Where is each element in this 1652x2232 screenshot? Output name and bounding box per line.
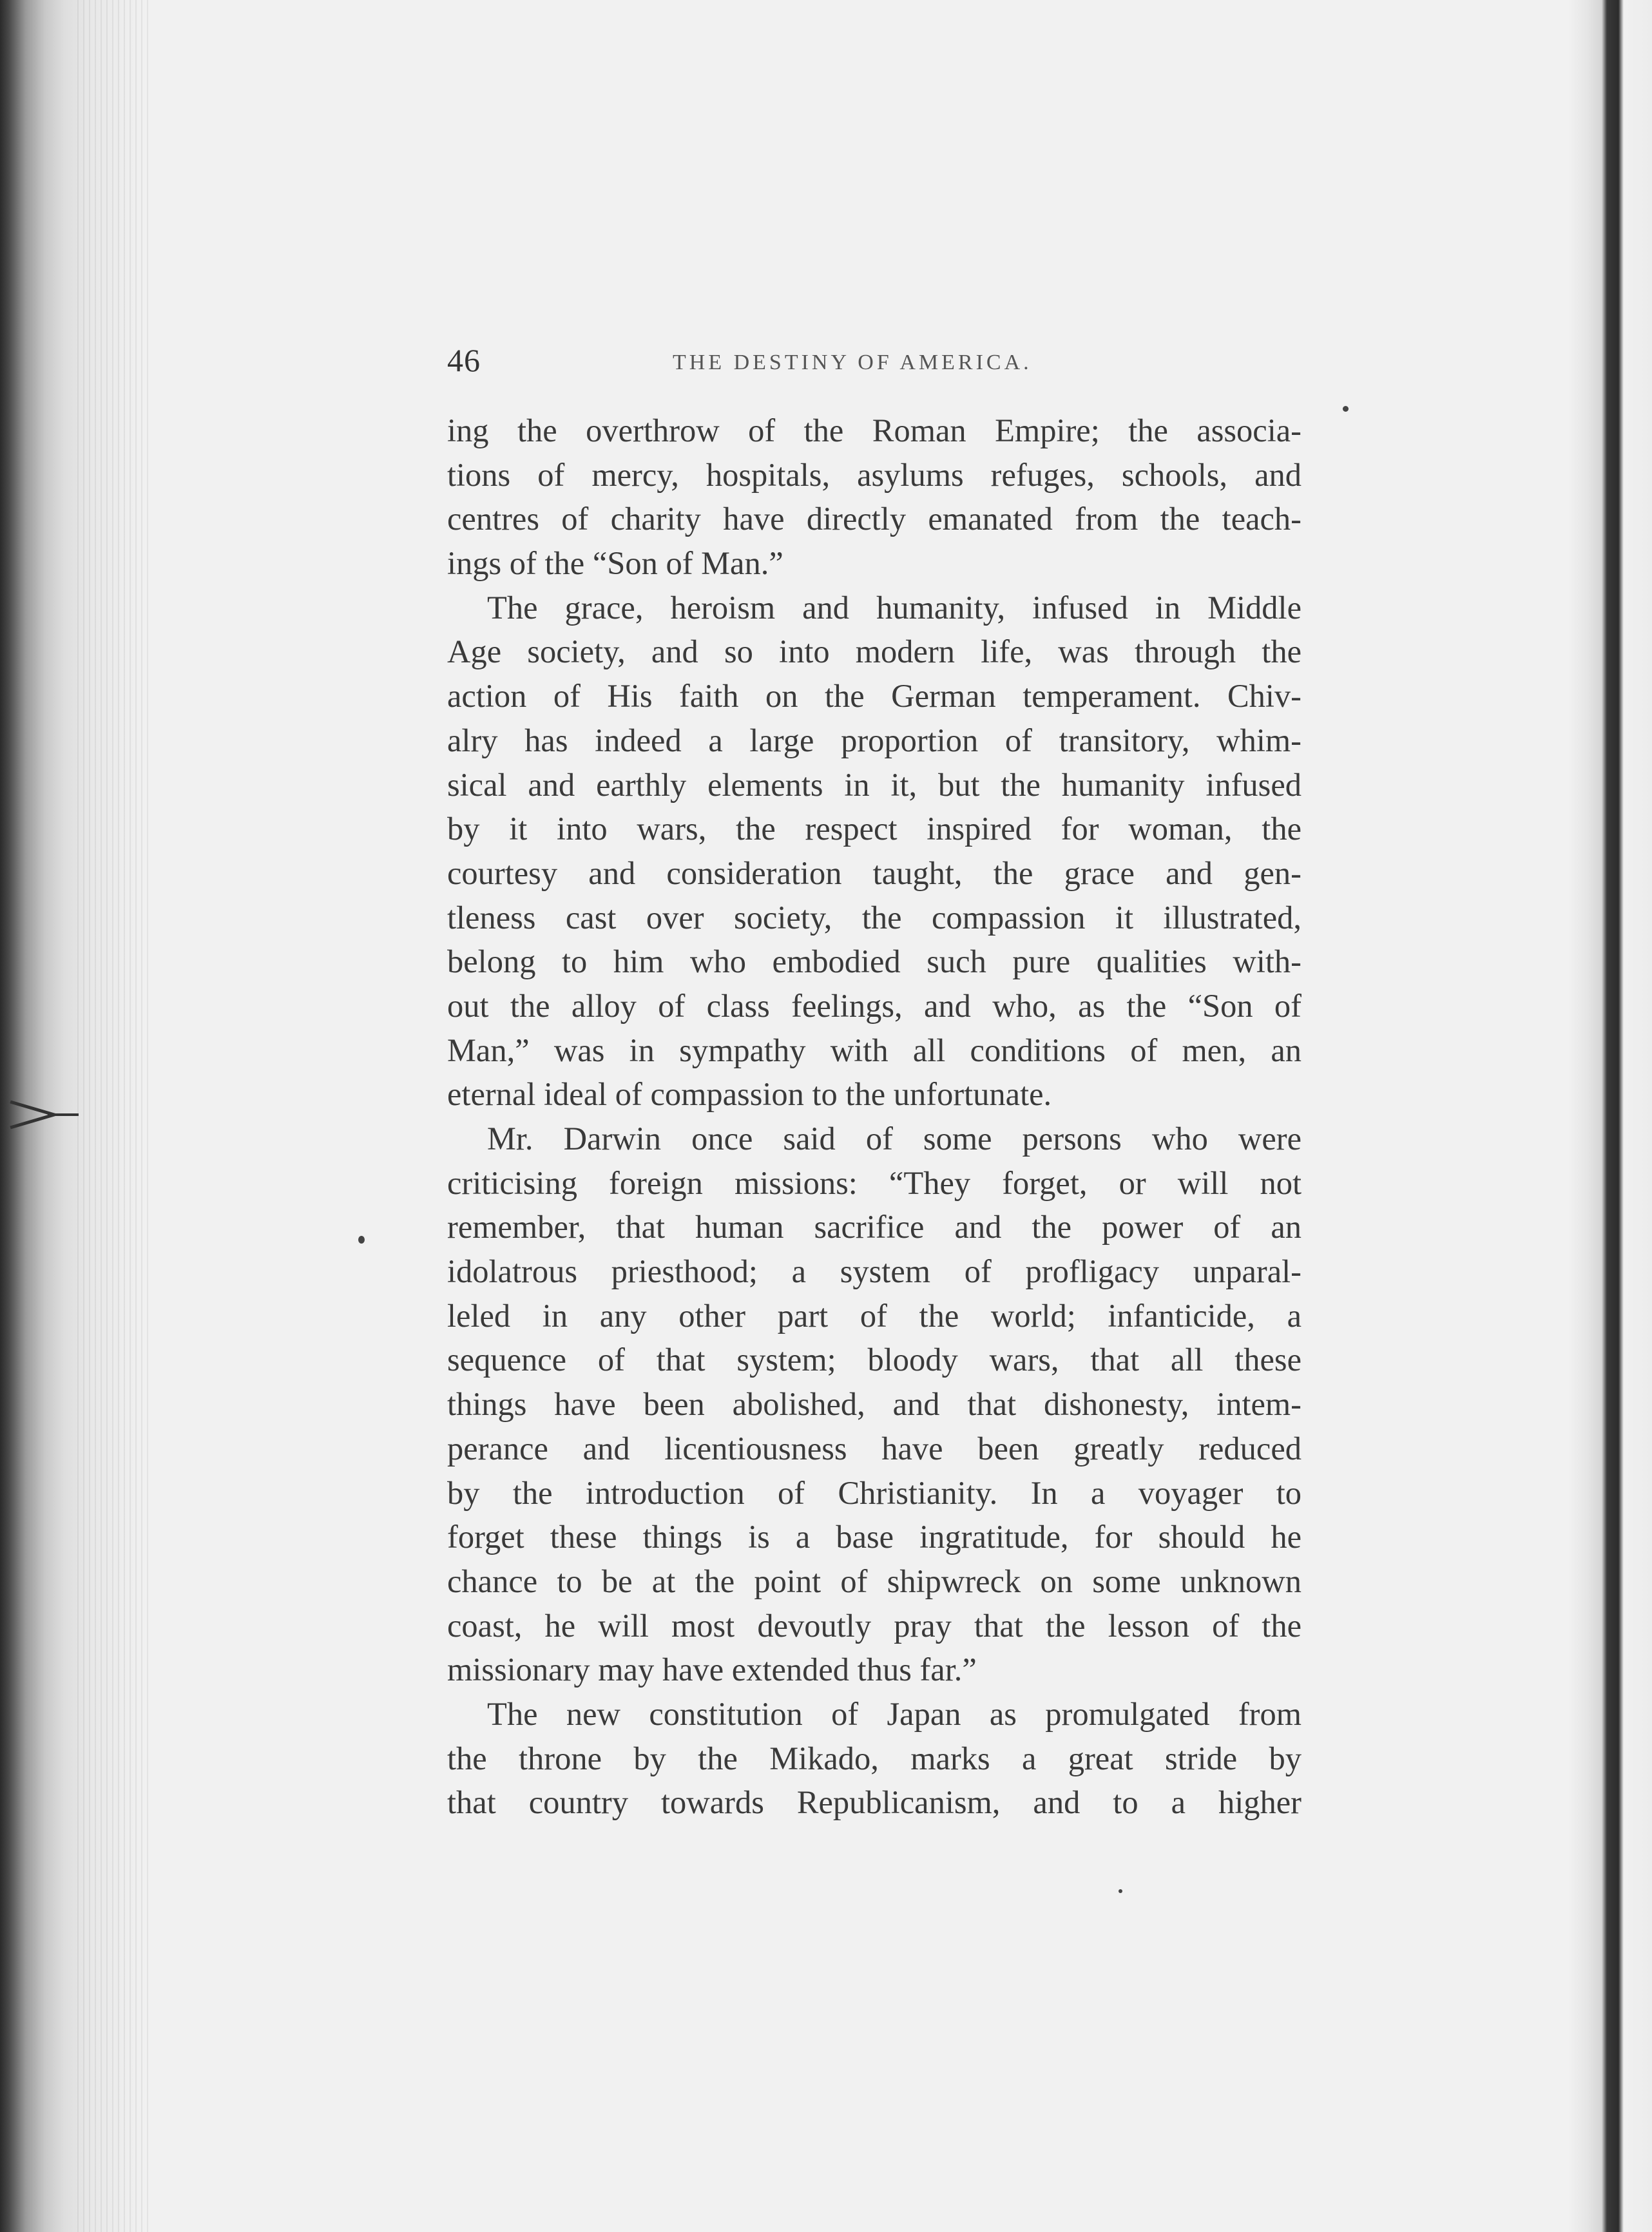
running-title: THE DESTINY OF AMERICA. xyxy=(673,351,1032,374)
text-line: coast, he will most devoutly pray that the lesson of the xyxy=(447,1607,1301,1644)
text-line: out the alloy of class feelings, and who, as the “Son of xyxy=(447,987,1301,1024)
text-line: centres of charity have directly emanated from the teach- xyxy=(447,501,1301,537)
text-line: forget these things is a base ingratitude, for should he xyxy=(447,1519,1301,1555)
text-line: that country towards Republicanism, and to a higher xyxy=(447,1784,1301,1821)
text-line: sequence of that system; bloody wars, that all these xyxy=(447,1342,1301,1378)
text-line: leled in any other part of the world; infanticide, a xyxy=(447,1297,1301,1334)
text-line: ing the overthrow of the Roman Empire; the associa- xyxy=(447,412,1301,448)
text-line: idolatrous priesthood; a system of profligacy unparal- xyxy=(447,1253,1301,1290)
ink-speck xyxy=(1119,1889,1122,1893)
body-text xyxy=(447,409,1301,1825)
text-line: action of His faith on the German temperament. Chiv- xyxy=(447,678,1301,715)
text-line: alry has indeed a large proportion of transitory, whim- xyxy=(447,722,1301,758)
text-line: remember, that human sacrifice and the power of an xyxy=(447,1209,1301,1246)
ink-speck xyxy=(358,1236,365,1244)
text-line: Age society, and so into modern life, was through the xyxy=(447,633,1301,670)
text-line: tions of mercy, hospitals, asylums refuges, schools, and xyxy=(447,456,1301,493)
text-line: chance to be at the point of shipwreck on some unknown xyxy=(447,1563,1301,1599)
text-line: the throne by the Mikado, marks a great stride by xyxy=(447,1740,1301,1776)
text-line: by the introduction of Christianity. In a voyager to xyxy=(447,1474,1301,1511)
binding-page-edges xyxy=(77,0,148,2232)
text-line: criticising foreign missions: “They forget, or will not xyxy=(447,1164,1301,1201)
page-number: 46 xyxy=(447,342,481,378)
text-line: perance and licentiousness have been greatly reduced xyxy=(447,1430,1301,1467)
text-line: belong to him who embodied such pure qualities with- xyxy=(447,943,1301,980)
text-line: eternal ideal of compassion to the unfortunate. xyxy=(447,1076,1052,1113)
text-line: Man,” was in sympathy with all conditions of men, an xyxy=(447,1032,1301,1068)
text-line: things have been abolished, and that dishonesty, intem- xyxy=(447,1386,1301,1423)
text-line: courtesy and consideration taught, the grace and gen- xyxy=(447,854,1301,891)
text-line: The grace, heroism and humanity, infused in Middle xyxy=(487,589,1301,626)
text-line: ings of the “Son of Man.” xyxy=(447,545,783,582)
page-header xyxy=(447,342,1301,393)
margin-arrow-mark xyxy=(9,1095,80,1134)
text-line: The new constitution of Japan as promulgated from xyxy=(487,1695,1301,1732)
text-line: Mr. Darwin once said of some persons who were xyxy=(487,1121,1301,1157)
ink-speck xyxy=(1343,406,1349,412)
facing-page-edge xyxy=(1568,0,1652,2232)
text-line: tleness cast over society, the compassion it illustrated, xyxy=(447,899,1301,936)
text-line: sical and earthly elements in it, but the humanity infused xyxy=(447,766,1301,803)
text-line: missionary may have extended thus far.” xyxy=(447,1651,977,1688)
text-line: by it into wars, the respect inspired for woman, the xyxy=(447,811,1301,847)
